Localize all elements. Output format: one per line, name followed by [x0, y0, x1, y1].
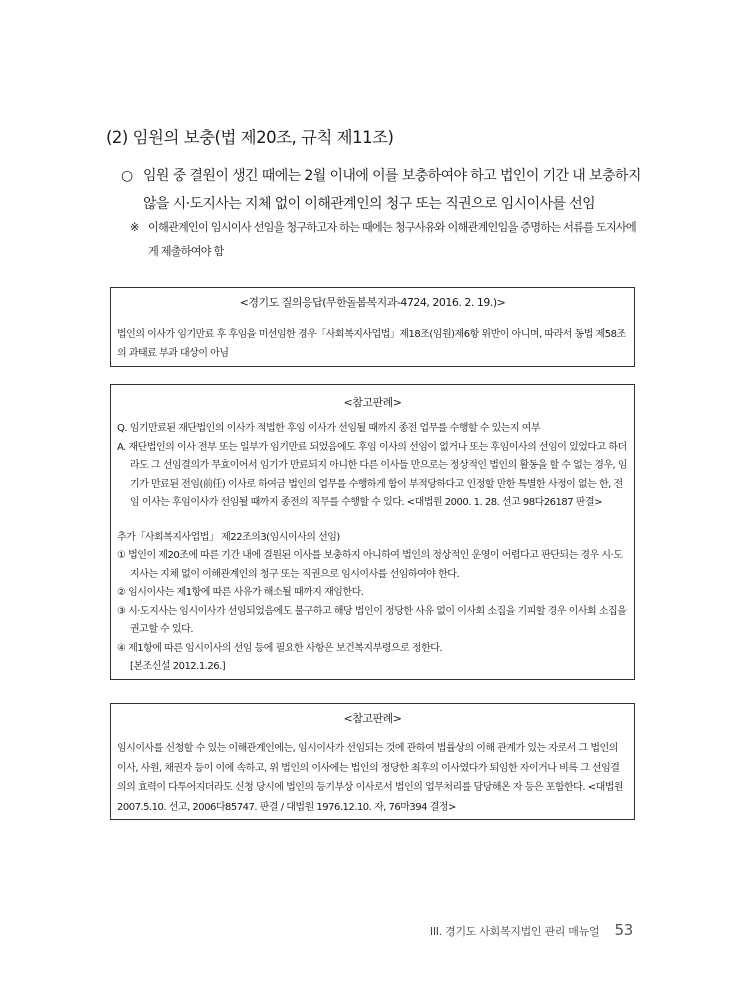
reference-mark-icon: ※	[130, 221, 139, 234]
section-heading: (2) 임원의 보충(법 제20조, 규칙 제11조)	[106, 128, 394, 147]
bullet-text: 임원 중 결원이 생긴 때에는 2월 이내에 이를 보충하여야 하고 법인이 기간 내 보충하지 않을 시·도지사는 지체 없이 이해관계인의 청구 또는 직권으로 임시이사를 선임	[143, 168, 641, 212]
page-footer	[430, 921, 633, 939]
question-text: Q. 임기만료된 재단법인의 이사가 적법한 후임 이사가 선임될 때까지 종전 업무를 수행할 수 있는지 여부	[117, 423, 541, 434]
law-item: ④ 제1항에 따른 임시이사의 선임 등에 필요한 사항은 보건복지부령으로 정한다.	[117, 642, 443, 654]
reference-note	[130, 216, 640, 264]
precedent-box-title: <참고판례>	[343, 396, 402, 409]
qa-box	[110, 287, 635, 367]
page-number: 53	[614, 921, 633, 939]
qa-box-body: 법인의 이사가 임기만료 후 후임을 미선임한 경우「사회복지사업법」제18조(임원)제6항 위반이 아니며, 따라서 동법 제58조의 과태료 부과 대상이 아님	[117, 329, 626, 359]
law-title: 추가「사회복지사업법」 제22조의3(임시이사의 선임)	[117, 531, 340, 543]
law-item: ③ 시·도지사는 임시이사가 선임되었음에도 불구하고 해당 법인이 정당한 사유 없이 이사회 소집을 기피할 경우 이사회 소집을 권고할 수 있다.	[117, 605, 627, 635]
qa-box-title: <경기도 질의응답(무한돌봄복지과-4724, 2016. 2. 19.)>	[239, 296, 506, 309]
law-amendment-note: [본조신설 2012.1.26.]	[130, 661, 226, 672]
law-item: ② 임시이사는 제1항에 따른 사유가 해소될 때까지 재임한다.	[117, 587, 364, 598]
main-bullet	[121, 162, 641, 218]
precedent-box-2-body: 임시이사를 신청할 수 있는 이해관계인에는, 임시이사가 선임되는 것에 관하여 법률상의 이해 관계가 있는 자로서 그 법인의 이사, 사원, 채권자 등이 이에 속하고, 위 법인의 이사에는 법인의 정당한 최후의 이사였다가 퇴임한 자이거나 비록 그 선임결의의 효력이 다투어지더라도 신청 당시에 법인의 등기부상 이사로서 법인의 업무처리를 담당해온 자 등은 포함한다. <대법원 2007.5.10. 선고, 2006다85747. 판결 / 대법원 1976.12.10. 자, 76마394 결정>	[117, 743, 624, 813]
note-text: 이해관계인이 임시이사 선임을 청구하고자 하는 때에는 청구사유와 이해관계인임을 증명하는 서류를 도지사에게 제출하여야 함	[148, 221, 636, 258]
law-item: ① 법인이 제20조에 따른 기간 내에 결원된 이사를 보충하지 아니하여 법인의 정상적인 운영이 어렵다고 판단되는 경우 시·도지사는 지체 없이 이해관계인의 청구 또는 직권으로 임시이사를 선임하여야 한다.	[117, 550, 623, 580]
circle-bullet-icon: ○	[121, 168, 133, 184]
precedent-box	[110, 384, 635, 680]
footer-section-title: III. 경기도 사회복지법인 관리 매뉴얼	[429, 925, 600, 938]
answer-text: A. 재단법인의 이사 전부 또는 일부가 임기만료 되었음에도 후임 이사의 선임이 없거나 또는 후임이사의 선임이 있었다고 하더라도 그 선임결의가 무효이어서 임기가 만료되지 아니한 다른 이사들 만으로는 정상적인 법인의 활동을 할 수 없는 경우, 임기가 만료된 전임(前任) 이사로 하여금 법인의 업무를 수행하게 함이 부적당하다고 인정할 만한 특별한 사정이 없는 한, 전임 이사는 후임이사가 선임될 때까지 종전의 직무를 수행할 수 있다. <대법원 2000. 1. 28. 선고 98다26187 판결>	[117, 441, 628, 508]
precedent-box-2	[110, 703, 635, 820]
precedent-box-2-title: <참고판례>	[343, 712, 402, 725]
